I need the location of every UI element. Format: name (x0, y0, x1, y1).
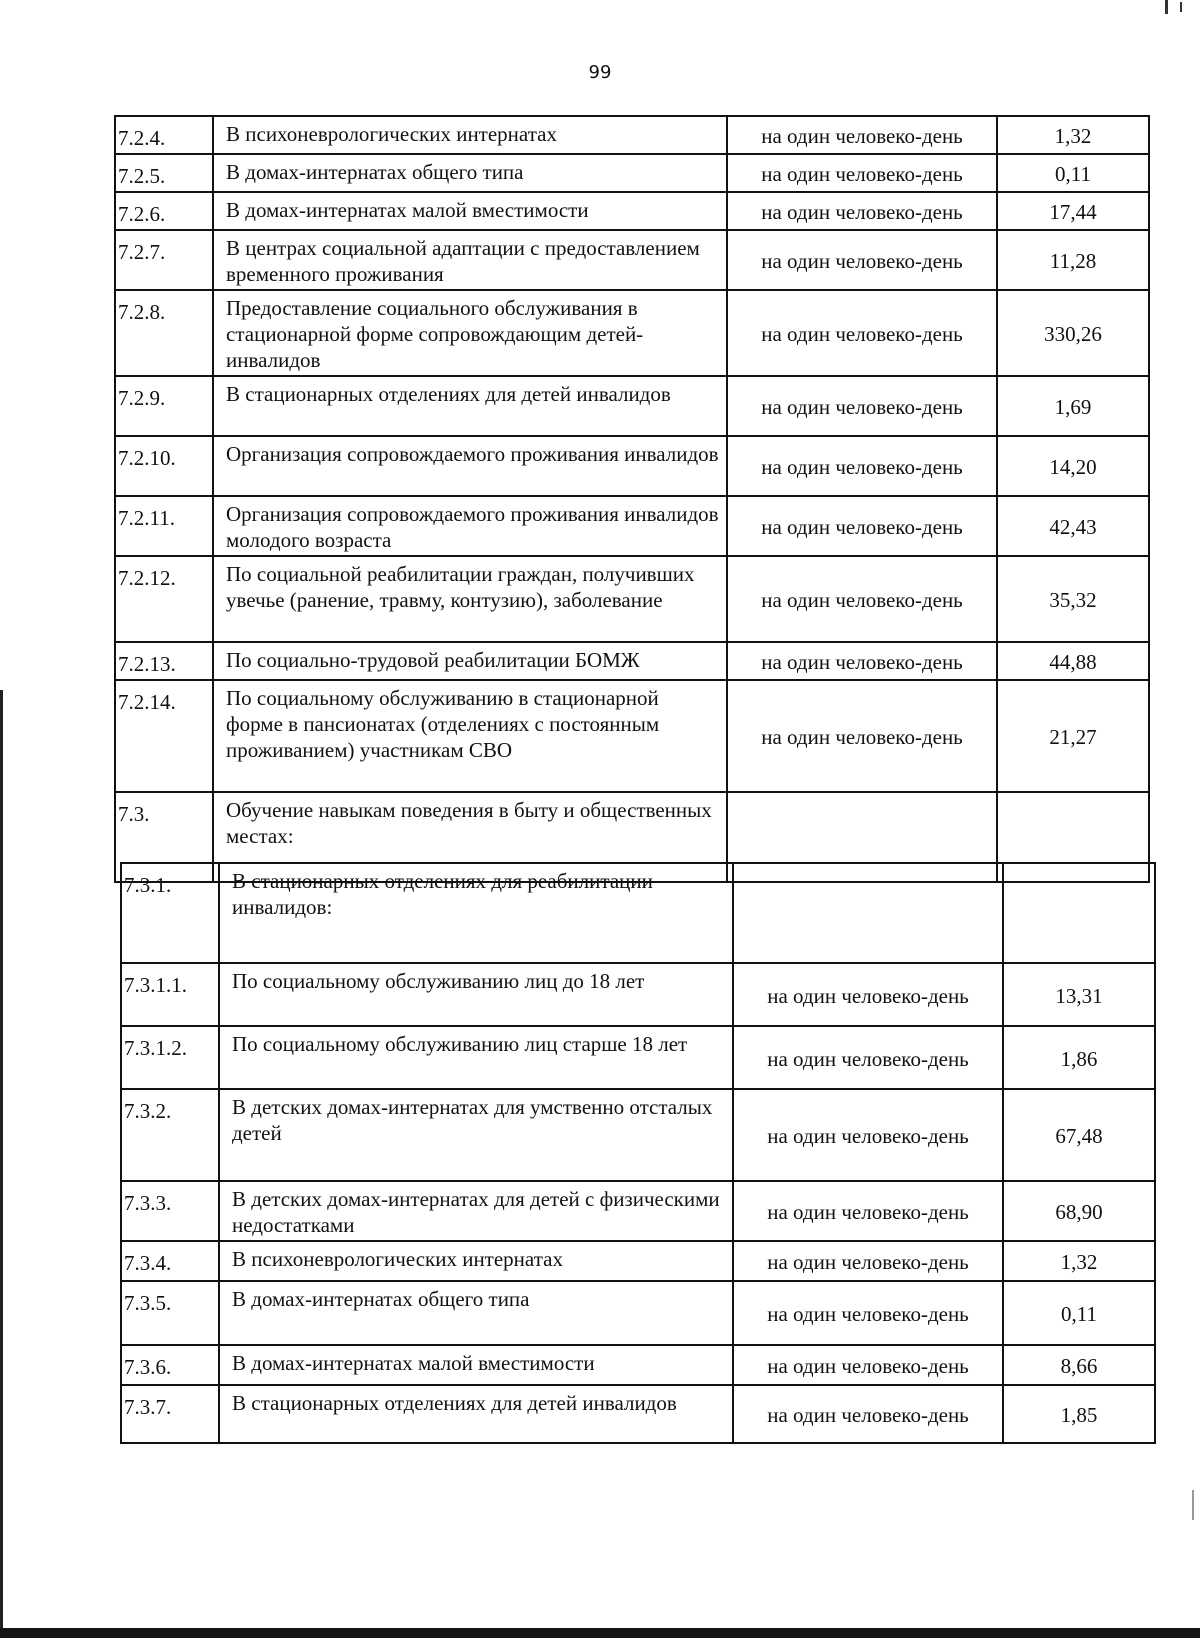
row-description: В детских домах-интернатах для умственно отсталых детей (219, 1089, 733, 1181)
row-unit: на один человеко-день (733, 1281, 1003, 1345)
row-unit: на один человеко-день (727, 376, 997, 436)
row-value (1003, 863, 1155, 963)
scan-mark (1192, 1490, 1194, 1520)
row-unit: на один человеко-день (727, 680, 997, 792)
row-value: 1,32 (997, 116, 1149, 154)
table-row (121, 1281, 1155, 1345)
row-number: 7.2.12. (115, 556, 213, 642)
table-row (121, 1181, 1155, 1241)
table-row (115, 230, 1149, 290)
row-description: Организация сопровождаемого проживания инвалидов (213, 436, 727, 496)
row-description: По социальному обслуживанию лиц старше 18 лет (219, 1026, 733, 1089)
table-row (115, 642, 1149, 680)
scan-mark (1165, 0, 1168, 14)
row-number: 7.2.7. (115, 230, 213, 290)
row-value: 35,32 (997, 556, 1149, 642)
row-description: По социально-трудовой реабилитации БОМЖ (213, 642, 727, 680)
row-description: Предоставление социального обслуживания в стационарной форме сопровождающим детей-инвалидов (213, 290, 727, 376)
table-row (121, 963, 1155, 1026)
row-value: 67,48 (1003, 1089, 1155, 1181)
table-row (115, 290, 1149, 376)
row-value: 21,27 (997, 680, 1149, 792)
row-description: В домах-интернатах общего типа (219, 1281, 733, 1345)
row-value: 13,31 (1003, 963, 1155, 1026)
row-value: 8,66 (1003, 1345, 1155, 1385)
row-value: 17,44 (997, 192, 1149, 230)
row-number: 7.3.2. (121, 1089, 219, 1181)
scan-edge-left (0, 690, 3, 1638)
row-number: 7.2.6. (115, 192, 213, 230)
table-row (115, 116, 1149, 154)
row-description: По социальной реабилитации граждан, получивших увечье (ранение, травму, контузию), заболевание (213, 556, 727, 642)
row-description: В домах-интернатах малой вместимости (219, 1345, 733, 1385)
row-value: 14,20 (997, 436, 1149, 496)
row-number: 7.3.3. (121, 1181, 219, 1241)
tariff-table-part-1 (114, 115, 1150, 883)
row-description: По социальному обслуживанию лиц до 18 лет (219, 963, 733, 1026)
row-unit: на один человеко-день (727, 436, 997, 496)
page-number: 99 (588, 62, 612, 83)
row-description: Организация сопровождаемого проживания инвалидов молодого возраста (213, 496, 727, 556)
scan-mark (1180, 2, 1182, 12)
row-unit: на один человеко-день (727, 192, 997, 230)
row-unit: на один человеко-день (727, 116, 997, 154)
table-row (115, 192, 1149, 230)
row-unit: на один человеко-день (727, 290, 997, 376)
row-description: В центрах социальной адаптации с предоставлением временного проживания (213, 230, 727, 290)
row-unit: на один человеко-день (727, 556, 997, 642)
row-number: 7.3.4. (121, 1241, 219, 1281)
row-description: Обучение навыкам поведения в быту и общественных местах: (213, 792, 727, 882)
row-unit: на один человеко-день (733, 1385, 1003, 1443)
row-value: 68,90 (1003, 1181, 1155, 1241)
row-description: В стационарных отделениях для реабилитации инвалидов: (219, 863, 733, 963)
table-row (121, 1345, 1155, 1385)
row-description: В стационарных отделениях для детей инвалидов (213, 376, 727, 436)
row-unit (733, 863, 1003, 963)
row-number: 7.3.5. (121, 1281, 219, 1345)
row-unit: на один человеко-день (733, 963, 1003, 1026)
row-unit: на один человеко-день (727, 496, 997, 556)
row-description: В детских домах-интернатах для детей с физическими недостатками (219, 1181, 733, 1241)
row-description: По социальному обслуживанию в стационарной форме в пансионатах (отделениях с постоянным проживанием) участникам СВО (213, 680, 727, 792)
row-number: 7.2.5. (115, 154, 213, 192)
row-number: 7.2.8. (115, 290, 213, 376)
row-unit: на один человеко-день (727, 154, 997, 192)
row-value: 0,11 (1003, 1281, 1155, 1345)
row-unit: на один человеко-день (733, 1026, 1003, 1089)
row-description: В домах-интернатах малой вместимости (213, 192, 727, 230)
row-value: 1,85 (1003, 1385, 1155, 1443)
row-value: 330,26 (997, 290, 1149, 376)
row-value: 1,86 (1003, 1026, 1155, 1089)
row-description: В домах-интернатах общего типа (213, 154, 727, 192)
table-row (121, 863, 1155, 963)
table-row (115, 496, 1149, 556)
tariff-table-part-2 (120, 862, 1156, 1444)
row-description: В стационарных отделениях для детей инвалидов (219, 1385, 733, 1443)
scan-edge-bottom (0, 1628, 1200, 1638)
row-value: 42,43 (997, 496, 1149, 556)
table-row (115, 154, 1149, 192)
row-unit: на один человеко-день (733, 1345, 1003, 1385)
table-row (115, 436, 1149, 496)
table-row (115, 556, 1149, 642)
table-row (115, 680, 1149, 792)
row-value: 1,32 (1003, 1241, 1155, 1281)
row-number: 7.3.7. (121, 1385, 219, 1443)
table-row (121, 1385, 1155, 1443)
row-number: 7.2.11. (115, 496, 213, 556)
row-description: В психоневрологических интернатах (219, 1241, 733, 1281)
row-number: 7.3.1.2. (121, 1026, 219, 1089)
row-unit: на один человеко-день (727, 642, 997, 680)
row-value: 44,88 (997, 642, 1149, 680)
row-unit: на один человеко-день (733, 1241, 1003, 1281)
row-unit: на один человеко-день (727, 230, 997, 290)
row-number: 7.3. (115, 792, 213, 882)
row-number: 7.2.9. (115, 376, 213, 436)
row-number: 7.2.4. (115, 116, 213, 154)
table-row (121, 1089, 1155, 1181)
row-value: 11,28 (997, 230, 1149, 290)
row-number: 7.2.14. (115, 680, 213, 792)
row-number: 7.3.1.1. (121, 963, 219, 1026)
row-number: 7.3.6. (121, 1345, 219, 1385)
row-description: В психоневрологических интернатах (213, 116, 727, 154)
row-unit: на один человеко-день (733, 1181, 1003, 1241)
row-value: 1,69 (997, 376, 1149, 436)
table-row (121, 1026, 1155, 1089)
table-row (115, 376, 1149, 436)
table-row (121, 1241, 1155, 1281)
row-number: 7.2.10. (115, 436, 213, 496)
row-number: 7.3.1. (121, 863, 219, 963)
row-unit: на один человеко-день (733, 1089, 1003, 1181)
row-number: 7.2.13. (115, 642, 213, 680)
row-value: 0,11 (997, 154, 1149, 192)
